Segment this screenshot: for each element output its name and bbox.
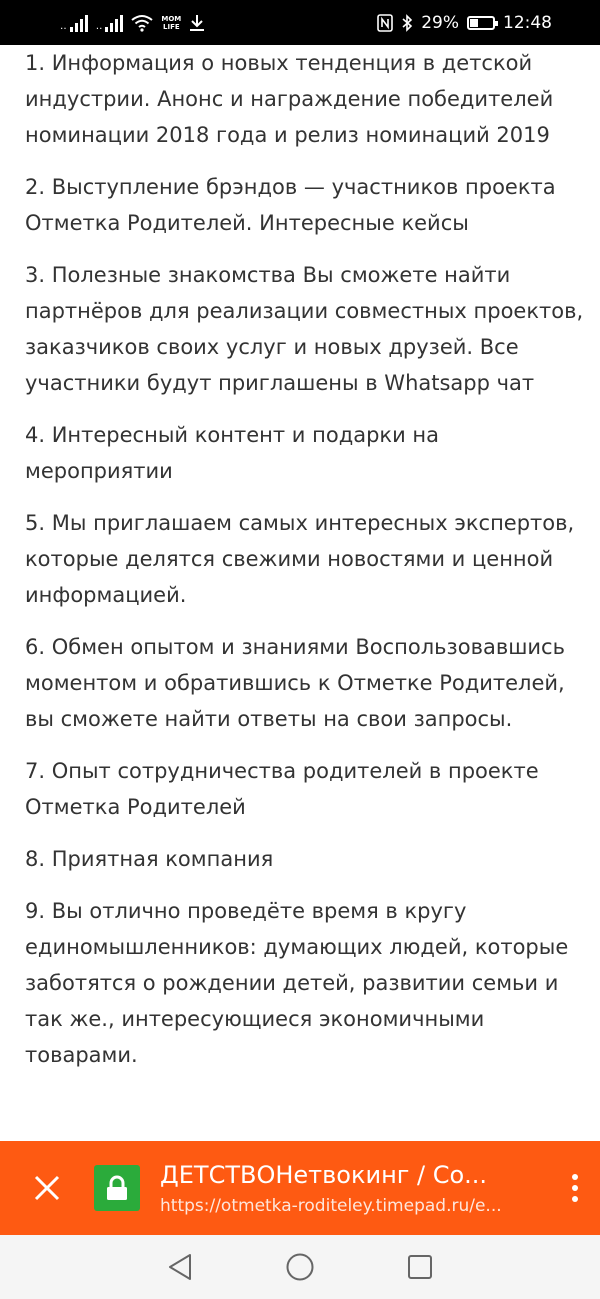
recents-icon	[407, 1254, 433, 1280]
bluetooth-icon	[401, 14, 413, 32]
navigation-bar	[0, 1235, 600, 1299]
lock-icon	[106, 1175, 128, 1201]
wifi-icon	[131, 14, 153, 32]
more-icon	[571, 1173, 579, 1203]
list-item: 8. Приятная компания	[25, 847, 274, 871]
status-bar	[0, 0, 600, 45]
list-item: 1. Информация о новых тенденция в детской индустрии. Анонс и награждение победителей номинации 2018 года и релиз номинаций 2019	[25, 51, 554, 147]
back-icon	[167, 1253, 193, 1281]
status-right	[377, 13, 552, 33]
security-badge[interactable]	[94, 1165, 140, 1211]
download-icon	[189, 14, 205, 32]
back-button[interactable]	[150, 1237, 210, 1297]
custom-tab-toolbar	[0, 1141, 600, 1235]
list-item: 3. Полезные знакомства Вы сможете найти партнёров для реализации совместных проектов, заказчиков своих услуг и новых друзей. Все участники будут приглашены в Whatsapp чат	[25, 263, 584, 395]
clock: 12:48	[503, 12, 552, 33]
list-item: 7. Опыт сотрудничества родителей в проекте Отметка Родителей	[25, 759, 539, 819]
recents-button[interactable]	[390, 1237, 450, 1297]
signal-icon: ‥	[96, 14, 124, 32]
list-item: 2. Выступление брэндов — участников проекта Отметка Родителей. Интересные кейсы	[25, 175, 556, 235]
list-item: 5. Мы приглашаем самых интересных экспертов, которые делятся свежими новостями и ценной информацией.	[25, 511, 575, 607]
status-left	[60, 14, 205, 32]
page-content	[25, 45, 585, 1089]
nfc-icon	[377, 14, 393, 32]
list-item: 9. Вы отлично проведёте время в кругу единомышленников: думающих людей, которые заботятся о рождении детей, развитии семьи и так же., интересующиеся экономичными товарами.	[25, 899, 569, 1067]
page-title: ДЕТСТВОНетвокинг / Со...	[160, 1161, 488, 1189]
close-button[interactable]	[0, 1141, 94, 1235]
signal-icon: ‥	[60, 14, 88, 32]
list-item: 4. Интересный контент и подарки на мероприятии	[25, 423, 440, 483]
home-icon	[285, 1252, 315, 1282]
list-item: 6. Обмен опытом и знаниями Воспользовавшись моментом и обратившись к Отметке Родителей, вы сможете найти ответы на свои запросы.	[25, 635, 565, 731]
battery-icon	[467, 16, 495, 30]
home-button[interactable]	[270, 1237, 330, 1297]
more-options-button[interactable]	[550, 1141, 600, 1235]
page-url: https://otmetka-roditeley.timepad.ru/e...	[160, 1196, 502, 1216]
momlife-icon: MOM LIFE	[161, 14, 182, 31]
close-icon	[34, 1175, 60, 1201]
url-info[interactable]	[160, 1160, 550, 1216]
battery-percent: 29%	[421, 12, 459, 33]
